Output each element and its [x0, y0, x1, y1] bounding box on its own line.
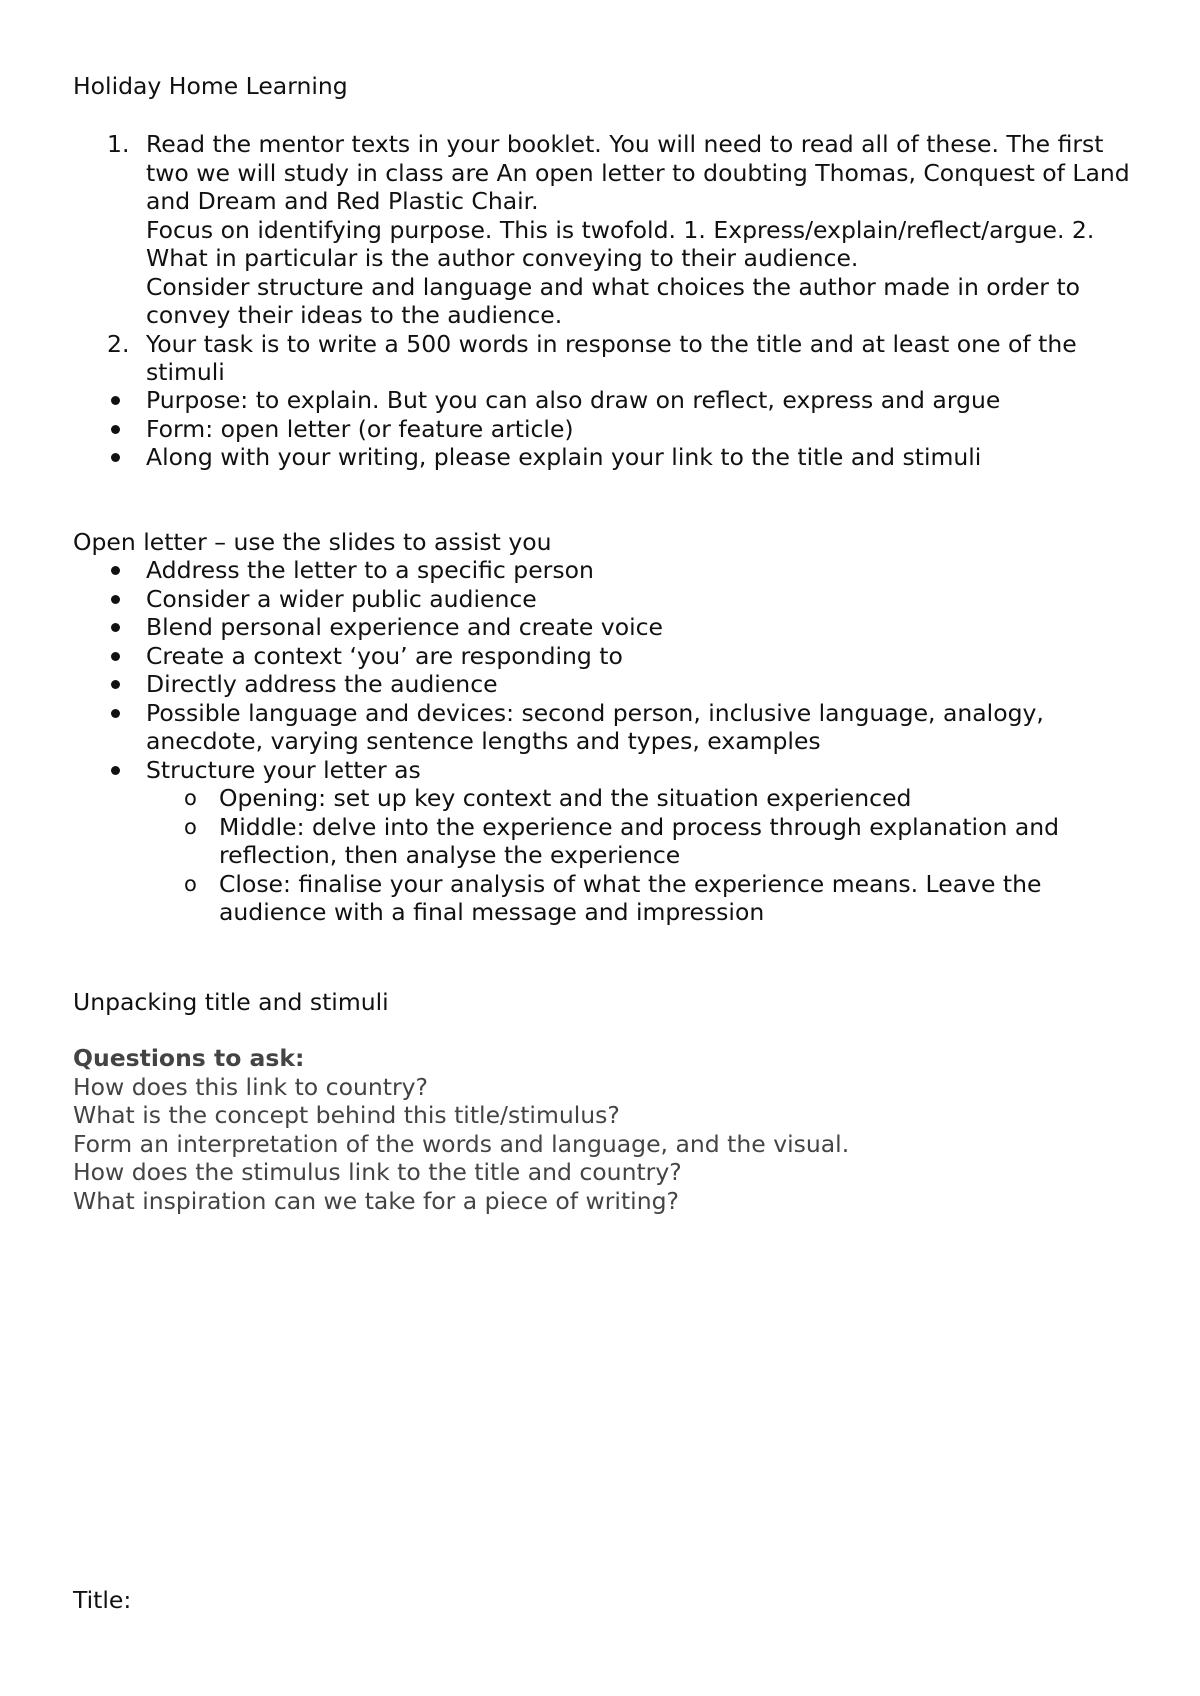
bullet-icon: [111, 453, 120, 462]
circle-bullet-icon: o: [184, 814, 197, 839]
list-item: Along with your writing, please explain your link to the title and stimuli: [73, 443, 1153, 472]
structure-sub-list: [73, 784, 1153, 927]
list-item: Consider a wider public audience: [73, 585, 1153, 614]
item-text: Consider structure and language and what choices the author made in order to convey their ideas to the audience.: [146, 272, 1081, 329]
list-item: o Close: finalise your analysis of what the experience means. Leave the audience with a final message and impression: [184, 869, 1042, 926]
bullet-icon: [111, 709, 120, 718]
circle-bullet-icon: o: [184, 871, 197, 896]
questions-section: [73, 1044, 1153, 1215]
numbered-item-2: [73, 330, 1153, 387]
bullet-icon: [111, 566, 120, 575]
open-letter-heading: Open letter – use the slides to assist you: [73, 528, 552, 556]
list-item: Address the letter to a specific person: [73, 556, 1153, 585]
list-item: o Opening: set up key context and the situation experienced: [184, 784, 912, 812]
item-text: Read the mentor texts in your booklet. You will need to read all of these. The first two we will study in class are An open letter to doubting Thomas, Conquest of Land and Dream and Red Plastic Chair.: [146, 130, 1130, 215]
title-label: Title:: [73, 1586, 132, 1614]
bullet-icon: [111, 652, 120, 661]
unpacking-heading: Unpacking title and stimuli: [73, 988, 389, 1016]
question-line: Form an interpretation of the words and language, and the visual.: [73, 1129, 850, 1158]
list-item: Possible language and devices: second person, inclusive language, analogy, anecdote, varying sentence lengths and types, examples: [73, 699, 1153, 756]
list-item: Directly address the audience: [73, 670, 1153, 699]
list-item: o Middle: delve into the experience and process through explanation and reflection, then analyse the experience: [184, 812, 1060, 869]
list-item: Create a context ‘you’ are responding to: [73, 642, 1153, 671]
numbered-list: [73, 130, 1153, 387]
questions-heading: Questions to ask:: [73, 1044, 305, 1072]
open-letter-bullet-list: [73, 556, 1153, 784]
item-number: 2.: [107, 329, 130, 358]
bullet-icon: [111, 680, 120, 689]
item-text: Your task is to write a 500 words in response to the title and at least one of the stimuli: [146, 329, 1077, 386]
bullet-icon: [111, 595, 120, 604]
question-line: How does this link to country?: [73, 1072, 428, 1101]
bullet-icon: [111, 623, 120, 632]
item-text: Focus on identifying purpose. This is twofold. 1. Express/explain/reflect/argue. 2. What in particular is the author conveying to their audience.: [146, 215, 1095, 272]
circle-bullet-icon: o: [184, 786, 197, 810]
bullet-icon: [111, 396, 120, 405]
list-item: Form: open letter (or feature article): [73, 415, 1153, 444]
numbered-item-1: [73, 130, 1153, 330]
bullet-icon: [111, 425, 120, 434]
question-line: How does the stimulus link to the title and country?: [73, 1158, 682, 1186]
list-item: Purpose: to explain. But you can also draw on reflect, express and argue: [73, 386, 1153, 415]
list-item: Blend personal experience and create voice: [73, 613, 1153, 642]
bullet-icon: [111, 766, 120, 775]
page-title: Holiday Home Learning: [73, 72, 348, 100]
item-number: 1.: [107, 130, 130, 158]
task-bullet-list: [73, 386, 1153, 472]
list-item: Structure your letter as: [73, 756, 1153, 785]
question-line: What is the concept behind this title/stimulus?: [73, 1101, 620, 1129]
question-line: What inspiration can we take for a piece of writing?: [73, 1186, 679, 1215]
